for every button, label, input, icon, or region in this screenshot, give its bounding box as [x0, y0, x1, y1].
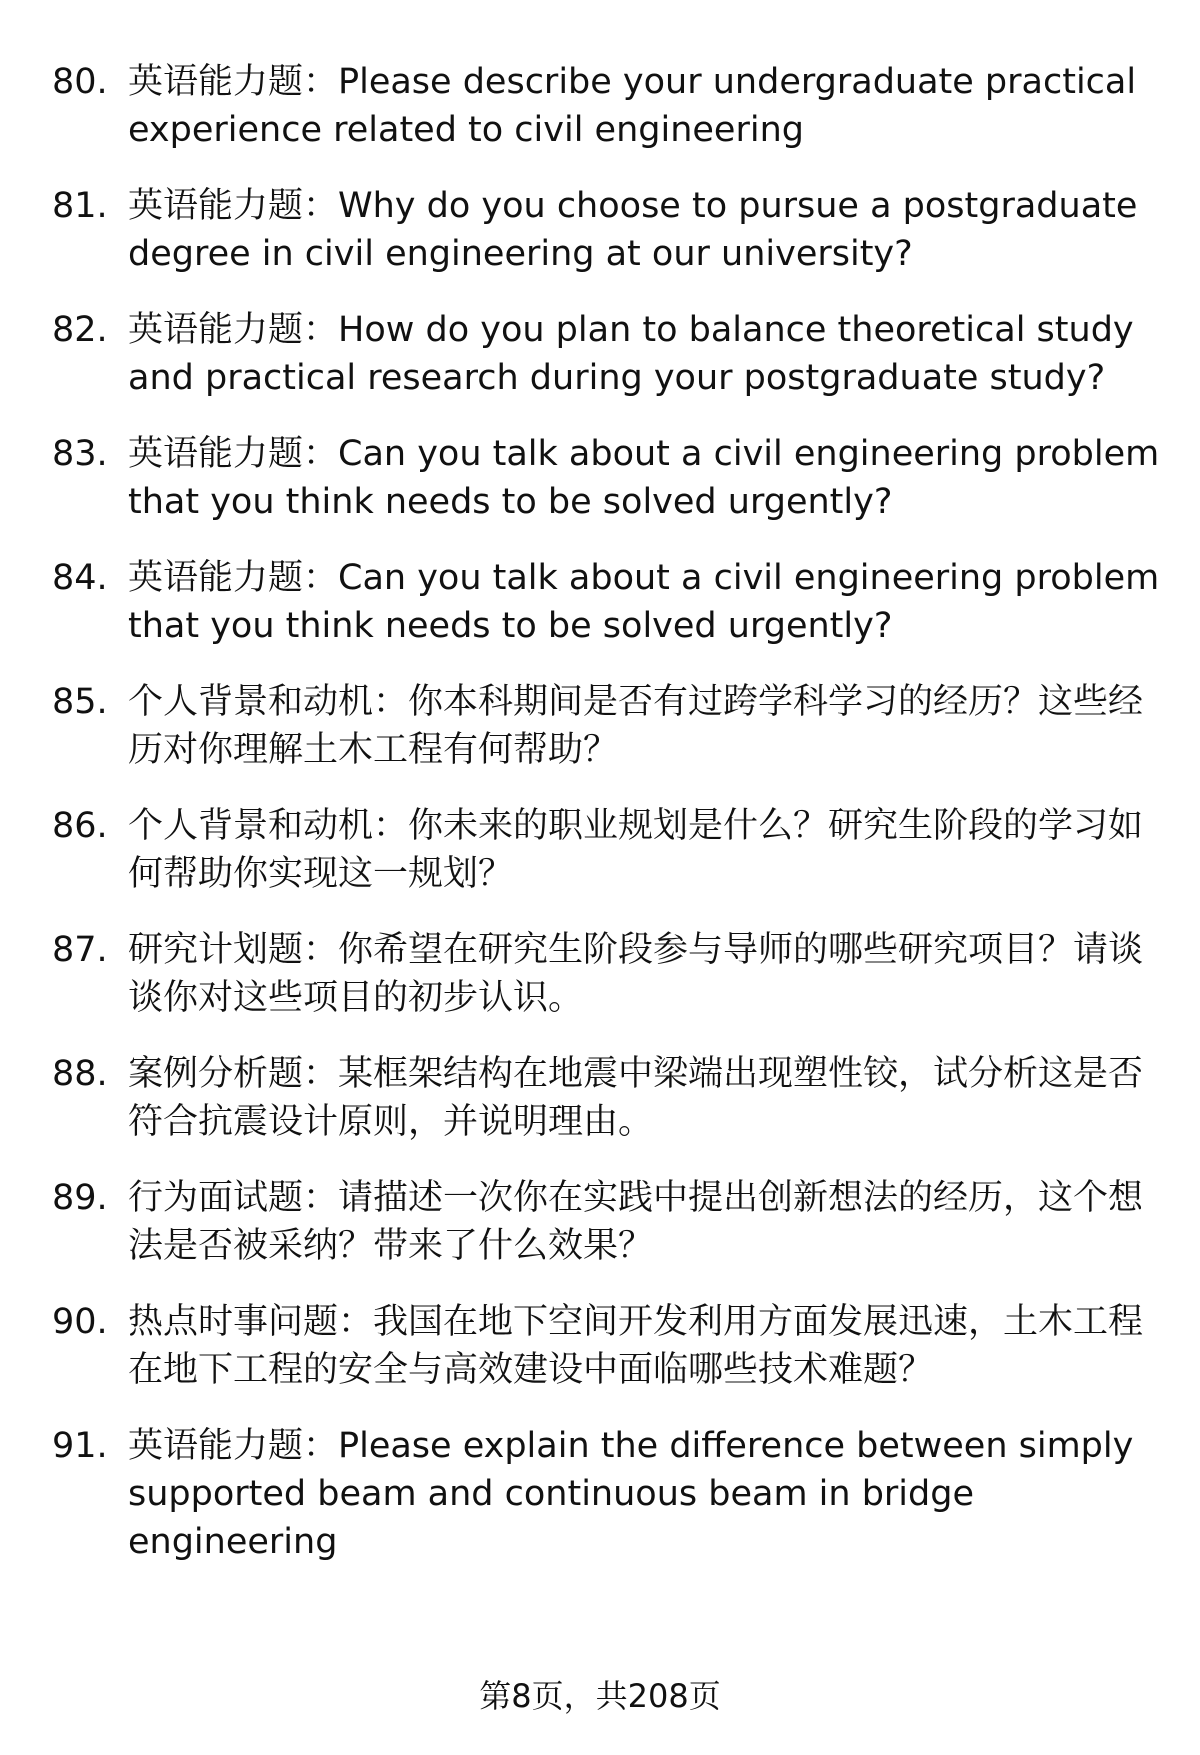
question-item-81	[52, 182, 1162, 278]
question-text: 行为面试题：请描述一次你在实践中提出创新想法的经历，这个想法是否被采纳？带来了什么效果？	[128, 1178, 1144, 1266]
question-text: 个人背景和动机：你本科期间是否有过跨学科学习的经历？这些经历对你理解土木工程有何帮助？	[128, 682, 1144, 770]
question-number: 89.	[52, 1178, 108, 1218]
question-text: 案例分析题：某框架结构在地震中梁端出现塑性铰，试分析这是否符合抗震设计原则，并说明理由。	[128, 1054, 1144, 1142]
question-item-89	[52, 1174, 1162, 1270]
question-item-87	[52, 926, 1162, 1022]
question-item-84	[52, 554, 1162, 650]
question-item-82	[52, 306, 1162, 402]
question-number: 87.	[52, 930, 108, 970]
question-number: 88.	[52, 1054, 108, 1094]
question-text: 英语能力题：Can you talk about a civil engineering problem that you think needs to be solved urgently?	[128, 558, 1160, 646]
question-text: 英语能力题：Please describe your undergraduate practical experience related to civil engineering	[128, 62, 1137, 150]
question-number: 81.	[52, 186, 108, 226]
question-number: 83.	[52, 434, 108, 474]
question-number: 84.	[52, 558, 108, 598]
question-number: 86.	[52, 806, 108, 846]
question-item-80	[52, 58, 1162, 154]
question-item-90	[52, 1298, 1162, 1394]
question-item-88	[52, 1050, 1162, 1146]
question-number: 85.	[52, 682, 108, 722]
question-text: 研究计划题：你希望在研究生阶段参与导师的哪些研究项目？请谈谈你对这些项目的初步认识。	[128, 930, 1144, 1018]
question-text: 英语能力题：How do you plan to balance theoretical study and practical research during your postgraduate study?	[128, 310, 1134, 398]
question-item-83	[52, 430, 1162, 526]
question-number: 91.	[52, 1426, 108, 1466]
question-number: 80.	[52, 62, 108, 102]
question-list	[52, 58, 1162, 1566]
question-item-86	[52, 802, 1162, 898]
question-number: 90.	[52, 1302, 108, 1342]
question-text: 英语能力题：Why do you choose to pursue a postgraduate degree in civil engineering at our university?	[128, 186, 1138, 274]
question-text: 英语能力题：Please explain the difference between simply supported beam and continuous beam in bridge engineering	[128, 1426, 1134, 1562]
question-text: 英语能力题：Can you talk about a civil engineering problem that you think needs to be solved urgently?	[128, 434, 1160, 522]
page-number-footer: 第8页，共208页	[479, 1677, 721, 1715]
question-item-85	[52, 678, 1162, 774]
question-text: 热点时事问题：我国在地下空间开发利用方面发展迅速，土木工程在地下工程的安全与高效建设中面临哪些技术难题？	[128, 1302, 1144, 1390]
question-item-91	[52, 1422, 1162, 1566]
question-number: 82.	[52, 310, 108, 350]
question-text: 个人背景和动机：你未来的职业规划是什么？研究生阶段的学习如何帮助你实现这一规划？	[128, 806, 1144, 894]
